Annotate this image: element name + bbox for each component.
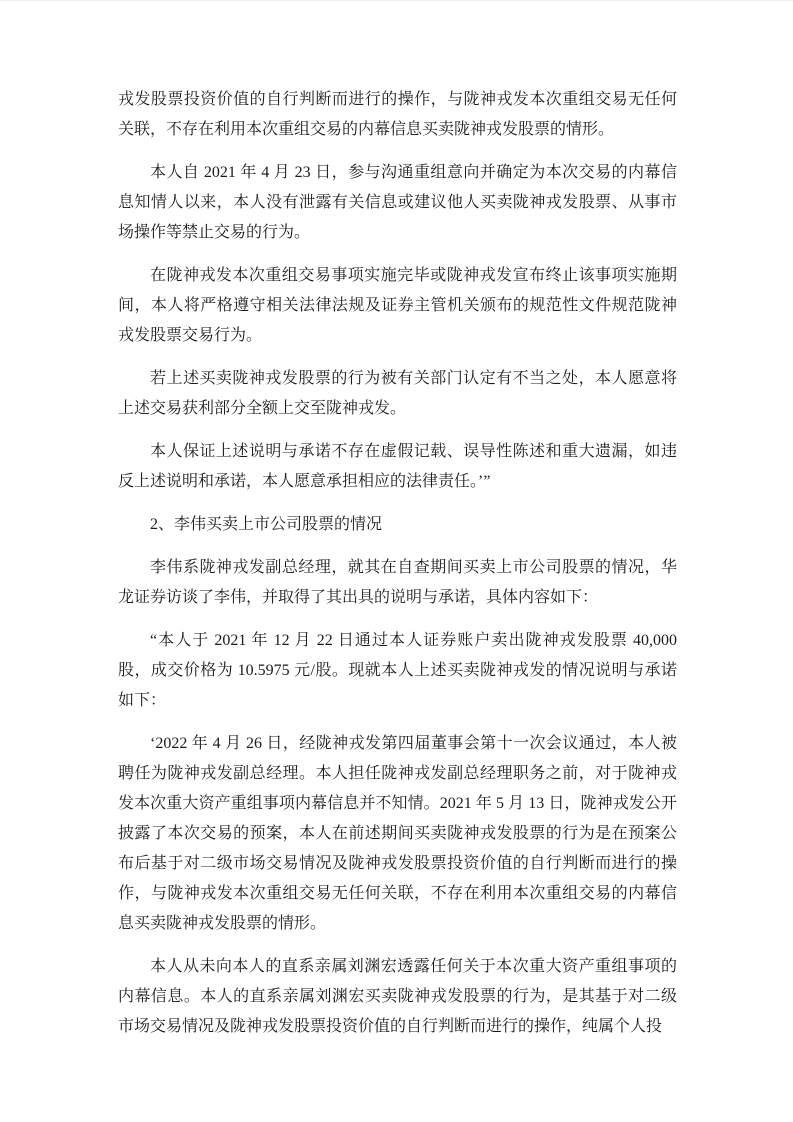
body-paragraph: 本人从未向本人的直系亲属刘渊宏透露任何关于本次重大资产重组事项的内幕信息。本人的直系亲属刘渊宏买卖陇神戎发股票的行为，是其基于对二级市场交易情况及陇神戎发股票投资价值的自行判断而进行的操作，纯属个人投 bbox=[118, 958, 677, 1035]
body-paragraph: 若上述买卖陇神戎发股票的行为被有关部门认定有不当之处，本人愿意将上述交易获利部分全额上交至陇神戎发。 bbox=[118, 370, 677, 417]
body-paragraph: 李伟系陇神戎发副总经理，就其在自查期间买卖上市公司股票的情况，华龙证券访谈了李伟，并取得了其出具的说明与承诺，具体内容如下： bbox=[118, 559, 677, 606]
body-paragraph: 本人自 2021 年 4 月 23 日，参与沟通重组意向并确定为本次交易的内幕信息知情人以来，本人没有泄露有关信息或建议他人买卖陇神戎发股票、从事市场操作等禁止交易的行为。 bbox=[118, 164, 677, 241]
body-paragraph: “本人于 2021 年 12 月 22 日通过本人证券账户卖出陇神戎发股票 40,000 股，成交价格为 10.5975 元/股。现就本人上述买卖陇神戎发的情况说明与承诺如下： bbox=[118, 632, 677, 709]
body-paragraph: ‘2022 年 4 月 26 日，经陇神戎发第四届董事会第十一次会议通过，本人被聘任为陇神戎发副总经理。本人担任陇神戎发副总经理职务之前，对于陇神戎发本次重大资产重组事项内幕信息并不知情。2021 年 5 月 13 日，陇神戎发公开披露了本次交易的预案，本人在前述期间买卖陇神戎发股票的行为是在预案公布后基于对二级市场交易情况及陇神戎发股票投资价值的自行判断而进行的操作，与陇神戎发本次重组交易无任何关联，不存在利用本次重组交易的内幕信息买卖陇神戎发股票的情形。 bbox=[118, 735, 677, 932]
body-paragraph: 在陇神戎发本次重组交易事项实施完毕或陇神戎发宣布终止该事项实施期间，本人将严格遵守相关法律法规及证券主管机关颁布的规范性文件规范陇神戎发股票交易行为。 bbox=[118, 267, 677, 344]
body-paragraph: 戎发股票投资价值的自行判断而进行的操作，与陇神戎发本次重组交易无任何关联，不存在利用本次重组交易的内幕信息买卖陇神戎发股票的情形。 bbox=[118, 91, 677, 138]
section-heading: 2、李伟买卖上市公司股票的情况 bbox=[150, 516, 383, 533]
body-paragraph: 本人保证上述说明与承诺不存在虚假记载、误导性陈述和重大遗漏，如违反上述说明和承诺，本人愿意承担相应的法律责任。’” bbox=[118, 443, 677, 490]
